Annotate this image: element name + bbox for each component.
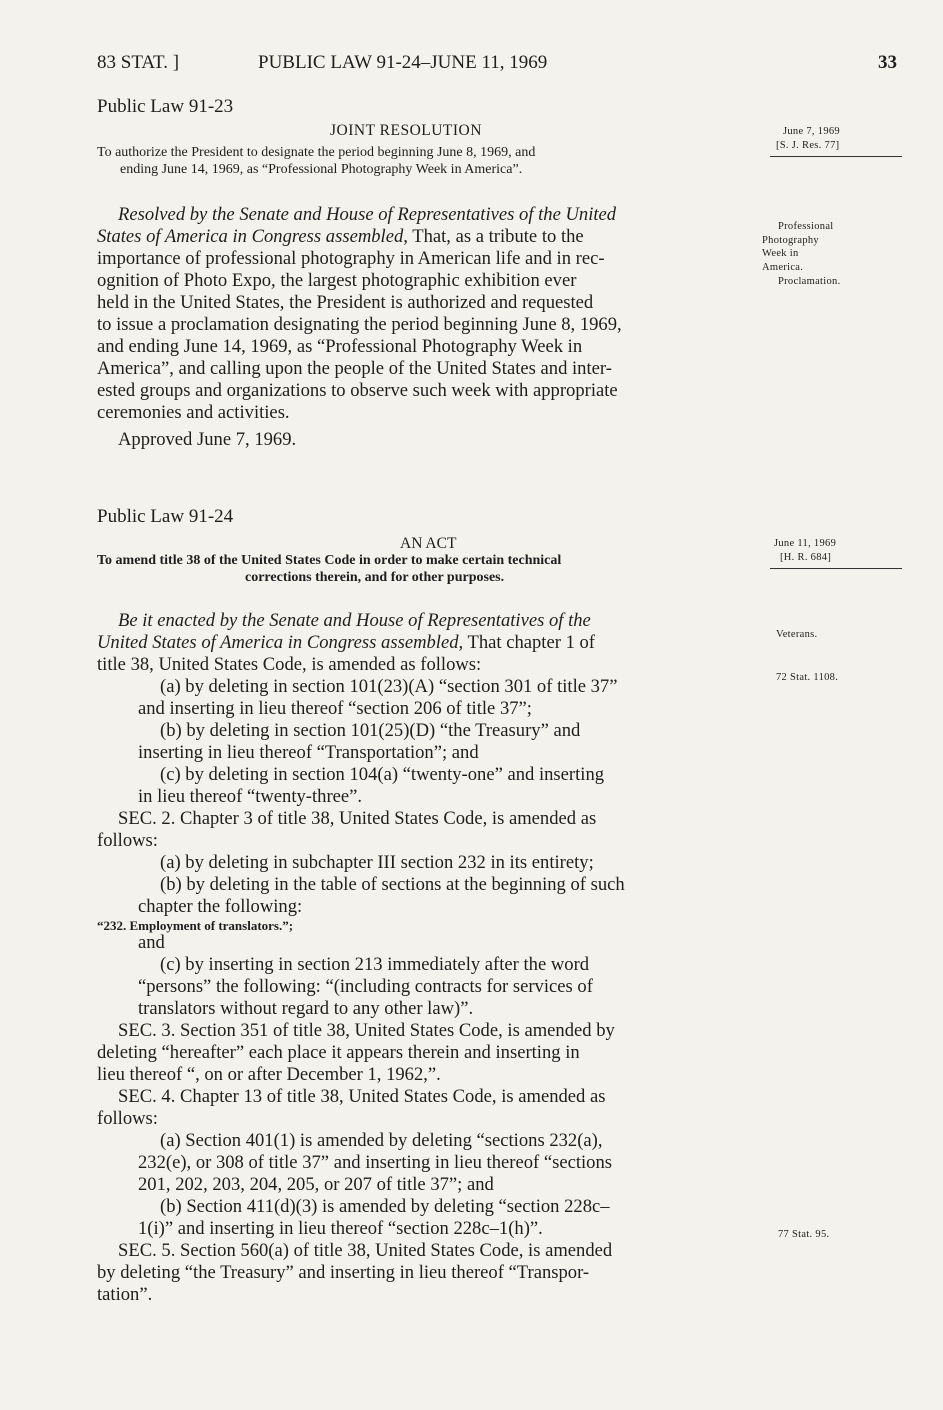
body-line: ognition of Photo Expo, the largest photographic exhibition ever (97, 270, 577, 291)
body-line: 201, 202, 203, 204, 205, or 207 of title 37”; and (138, 1174, 494, 1195)
law-title-91-23: Public Law 91-23 (97, 96, 234, 117)
body-line: (a) by deleting in section 101(23)(A) “section 301 of title 37” (160, 676, 618, 697)
body-line: inserting in lieu thereof “Transportation”; and (138, 742, 479, 763)
purpose-line-1: To authorize the President to designate the period beginning June 8, 1969, and (97, 145, 536, 160)
body-line: (b) Section 411(d)(3) is amended by deleting “section 228c– (160, 1196, 610, 1217)
purpose-line-2: ending June 14, 1969, as “Professional Photography Week in America”. (120, 162, 523, 177)
body-line: and inserting in lieu thereof “section 206 of title 37”; (138, 698, 532, 719)
body-line: translators without regard to any other law)”. (138, 998, 474, 1019)
margin-note-line: Proclamation. (778, 276, 841, 287)
body-line: follows: (97, 830, 158, 851)
table-entry: “232. Employment of translators.”; (97, 918, 294, 933)
an-act-heading: AN ACT (400, 535, 457, 552)
margin-bill: [S. J. Res. 77] (776, 140, 840, 151)
enacting-clause: Resolved by the Senate and House of Representatives of the United (118, 204, 617, 225)
approved-line: Approved June 7, 1969. (118, 429, 297, 450)
margin-note-stat: 77 Stat. 95. (778, 1229, 830, 1240)
body-line: ceremonies and activities. (97, 402, 290, 423)
body-line: (b) by deleting in section 101(25)(D) “the Treasury” and (160, 720, 581, 741)
body-line: and (138, 932, 165, 953)
body-line: by deleting “the Treasury” and inserting in lieu thereof “Transpor- (97, 1262, 590, 1283)
purpose-line-2: corrections therein, and for other purposes. (245, 570, 505, 585)
margin-note-stat: 72 Stat. 1108. (776, 672, 839, 683)
margin-note-line: Professional (778, 221, 834, 232)
body-line: (a) by deleting in subchapter III section 232 in its entirety; (160, 852, 594, 873)
joint-resolution-heading: JOINT RESOLUTION (330, 122, 482, 139)
section-line: SEC. 4. Chapter 13 of title 38, United States Code, is amended as (118, 1086, 606, 1107)
body-line: tation”. (97, 1284, 153, 1305)
body-line: deleting “hereafter” each place it appears therein and inserting in (97, 1042, 580, 1063)
body-line: (c) by deleting in section 104(a) “twenty-one” and inserting (160, 764, 605, 785)
body-line: America”, and calling upon the people of the United States and inter- (97, 358, 612, 379)
margin-note-veterans: Veterans. (776, 629, 818, 640)
body-line: chapter the following: (138, 896, 303, 917)
margin-rule (770, 156, 902, 157)
body-line: and ending June 14, 1969, as “Professional Photography Week in (97, 336, 583, 357)
margin-bill: [H. R. 684] (780, 552, 832, 563)
margin-note-line: Photography (762, 235, 819, 246)
purpose-line-1: To amend title 38 of the United States Code in order to make certain technical (97, 553, 562, 568)
body-line: ested groups and organizations to observe such week with appropriate (97, 380, 618, 401)
margin-date: June 7, 1969 (783, 126, 840, 137)
body-line: importance of professional photography in American life and in rec- (97, 248, 605, 269)
margin-note-line: Week in (762, 248, 799, 259)
body-line: to issue a proclamation designating the period beginning June 8, 1969, (97, 314, 622, 335)
law-title-91-24: Public Law 91-24 (97, 506, 234, 527)
body-line: (c) by inserting in section 213 immediately after the word (160, 954, 590, 975)
page-number: 33 (878, 52, 897, 73)
body-line: in lieu thereof “twenty-three”. (138, 786, 363, 807)
section-line: SEC. 5. Section 560(a) of title 38, United States Code, is amended (118, 1240, 613, 1261)
header-title: PUBLIC LAW 91-24–JUNE 11, 1969 (258, 52, 548, 73)
margin-date: June 11, 1969 (774, 538, 837, 549)
body-line: title 38, United States Code, is amended as follows: (97, 654, 482, 675)
body-line: (b) by deleting in the table of sections at the beginning of such (160, 874, 625, 895)
margin-rule (770, 568, 902, 569)
body-line: “persons” the following: “(including contracts for services of (138, 976, 593, 997)
body-line: (a) Section 401(1) is amended by deleting “sections 232(a), (160, 1130, 603, 1151)
body-line: held in the United States, the President is authorized and requested (97, 292, 594, 313)
enacting-clause-cont: United States of America in Congress assembled, That chapter 1 of (97, 632, 595, 653)
body-line: 232(e), or 308 of title 37” and inserting in lieu thereof “sections (138, 1152, 613, 1173)
enacting-clause: Be it enacted by the Senate and House of Representatives of the (118, 610, 591, 631)
section-line: SEC. 2. Chapter 3 of title 38, United States Code, is amended as (118, 808, 597, 829)
margin-note-line: America. (762, 262, 804, 273)
body-line: follows: (97, 1108, 158, 1129)
header-stat: 83 STAT. ] (97, 52, 180, 73)
enacting-clause-cont: States of America in Congress assembled, That, as a tribute to the (97, 226, 584, 247)
body-line: 1(i)” and inserting in lieu thereof “section 228c–1(h)”. (138, 1218, 543, 1239)
section-line: SEC. 3. Section 351 of title 38, United States Code, is amended by (118, 1020, 615, 1041)
body-line: lieu thereof “, on or after December 1, 1962,”. (97, 1064, 441, 1085)
